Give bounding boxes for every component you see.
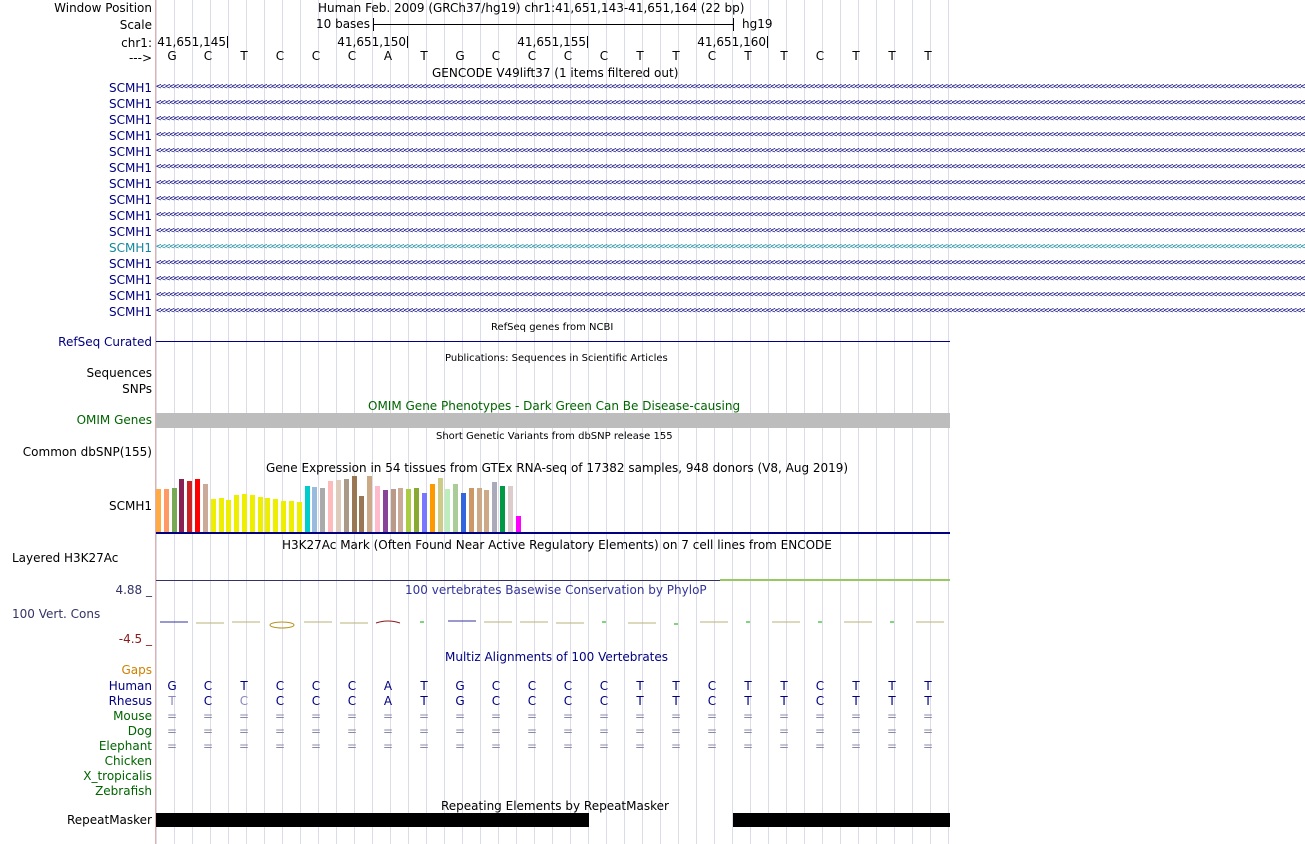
browser-track-image[interactable] bbox=[156, 0, 1305, 844]
aligned-base: T bbox=[636, 694, 644, 708]
gencode-row-label[interactable]: SCMH1 bbox=[108, 305, 152, 319]
gtex-tissue-bar[interactable] bbox=[226, 500, 231, 532]
aligned-base: T bbox=[636, 679, 644, 693]
repeat-element-1[interactable] bbox=[156, 813, 589, 827]
scale-bar-left-cap bbox=[373, 18, 374, 31]
aligned-base: = bbox=[418, 709, 430, 723]
aligned-base: = bbox=[562, 739, 574, 753]
aligned-base: = bbox=[274, 709, 286, 723]
aligned-base: C bbox=[203, 694, 213, 708]
aligned-base: T bbox=[420, 694, 428, 708]
aligned-base: A bbox=[383, 694, 393, 708]
scale-bar-right-cap bbox=[733, 18, 734, 31]
aligned-base: T bbox=[780, 694, 788, 708]
aligned-base: A bbox=[383, 679, 393, 693]
aligned-base: T bbox=[672, 694, 680, 708]
gencode-row-label[interactable]: SCMH1 bbox=[108, 97, 152, 111]
ruler-tick-mark bbox=[227, 36, 228, 48]
aligned-base: = bbox=[526, 739, 538, 753]
aligned-base: T bbox=[888, 694, 896, 708]
gencode-row-label[interactable]: SCMH1 bbox=[108, 289, 152, 303]
aligned-base: = bbox=[814, 709, 826, 723]
aligned-base: C bbox=[347, 694, 357, 708]
strand-label: ---> bbox=[128, 51, 152, 65]
aligned-base: = bbox=[490, 739, 502, 753]
aligned-base: = bbox=[418, 739, 430, 753]
aligned-base: = bbox=[274, 724, 286, 738]
gencode-row-label[interactable]: SCMH1 bbox=[108, 113, 152, 127]
aligned-base: C bbox=[707, 694, 717, 708]
gtex-tissue-bar[interactable] bbox=[320, 488, 325, 532]
h3k27ac-signal-left bbox=[156, 580, 720, 581]
gencode-transcript[interactable]: <<<<<<<<<<<<<<<<<<<<<<<<<<<<<<<<<<<<<<<<<<<<<<<<<<<<<<<<<<<<<<<<<<<<<<<<<<<<<<<<<<<<<<<<<<<<<<<<<<<<<<<<<<<<<<<<<<<<<<<<<<<<<<<<<<<<<<<<<<<<<<<<<<<<<<<<<<<<<<<<<<<<<<<<<<<<<<<<<<<<<<<<<<<<<<<<<<<<<<<<<<<<<<<<<<<<<<<<<<<<<<<<<<<<<<<<<<<<<<<<<<<<<<<<<<<<<<<<<<<< bbox=[156, 226, 1305, 236]
omim-title: OMIM Gene Phenotypes - Dark Green Can Be Disease-causing bbox=[368, 399, 741, 413]
gencode-row-label[interactable]: SCMH1 bbox=[108, 209, 152, 223]
reference-base: A bbox=[383, 49, 393, 63]
aligned-base: C bbox=[311, 694, 321, 708]
aligned-base: G bbox=[455, 679, 465, 693]
aligned-base: C bbox=[275, 694, 285, 708]
species-label[interactable]: X_tropicalis bbox=[83, 769, 152, 783]
refseq-feature-line[interactable] bbox=[156, 341, 950, 342]
reference-base: C bbox=[347, 49, 357, 63]
gencode-transcript[interactable]: <<<<<<<<<<<<<<<<<<<<<<<<<<<<<<<<<<<<<<<<<<<<<<<<<<<<<<<<<<<<<<<<<<<<<<<<<<<<<<<<<<<<<<<<<<<<<<<<<<<<<<<<<<<<<<<<<<<<<<<<<<<<<<<<<<<<<<<<<<<<<<<<<<<<<<<<<<<<<<<<<<<<<<<<<<<<<<<<<<<<<<<<<<<<<<<<<<<<<<<<<<<<<<<<<<<<<<<<<<<<<<<<<<<<<<<<<<<<<<<<<<<<<<<<<<<<<<<<<<<< bbox=[156, 306, 1305, 316]
aligned-base: = bbox=[850, 724, 862, 738]
sequences-label[interactable]: Sequences bbox=[86, 366, 152, 380]
omim-feature-bar[interactable] bbox=[156, 413, 950, 428]
aligned-base: = bbox=[526, 724, 538, 738]
aligned-base: = bbox=[634, 739, 646, 753]
ruler-tick-mark bbox=[407, 36, 408, 48]
dbsnp-title: Short Genetic Variants from dbSNP release 155 bbox=[436, 431, 673, 442]
aligned-base: T bbox=[168, 694, 176, 708]
cons-max-label: 4.88 _ bbox=[115, 583, 152, 597]
aligned-base: T bbox=[744, 694, 752, 708]
gtex-tissue-bar[interactable] bbox=[250, 495, 255, 532]
aligned-base: C bbox=[599, 679, 609, 693]
aligned-base: C bbox=[491, 679, 501, 693]
gtex-tissue-bar[interactable] bbox=[352, 476, 357, 532]
gtex-tissue-bar[interactable] bbox=[398, 488, 403, 532]
aligned-base: = bbox=[346, 739, 358, 753]
scale-text: 10 bases bbox=[316, 17, 370, 31]
gtex-tissue-bar[interactable] bbox=[195, 479, 200, 532]
reference-base: T bbox=[420, 49, 428, 63]
gencode-row-label[interactable]: SCMH1 bbox=[108, 161, 152, 175]
reference-base: T bbox=[744, 49, 752, 63]
gtex-baseline bbox=[156, 532, 950, 534]
aligned-base: = bbox=[562, 709, 574, 723]
aligned-base: = bbox=[490, 724, 502, 738]
aligned-base: = bbox=[778, 709, 790, 723]
aligned-base: = bbox=[850, 709, 862, 723]
aligned-base: = bbox=[886, 709, 898, 723]
position-header: Human Feb. 2009 (GRCh37/hg19) chr1:41,651,143-41,651,164 (22 bp) bbox=[318, 1, 745, 15]
aligned-base: = bbox=[562, 724, 574, 738]
gencode-transcript[interactable]: <<<<<<<<<<<<<<<<<<<<<<<<<<<<<<<<<<<<<<<<<<<<<<<<<<<<<<<<<<<<<<<<<<<<<<<<<<<<<<<<<<<<<<<<<<<<<<<<<<<<<<<<<<<<<<<<<<<<<<<<<<<<<<<<<<<<<<<<<<<<<<<<<<<<<<<<<<<<<<<<<<<<<<<<<<<<<<<<<<<<<<<<<<<<<<<<<<<<<<<<<<<<<<<<<<<<<<<<<<<<<<<<<<<<<<<<<<<<<<<<<<<<<<<<<<<<<<<<<<<< bbox=[156, 162, 1305, 172]
gencode-transcript[interactable]: <<<<<<<<<<<<<<<<<<<<<<<<<<<<<<<<<<<<<<<<<<<<<<<<<<<<<<<<<<<<<<<<<<<<<<<<<<<<<<<<<<<<<<<<<<<<<<<<<<<<<<<<<<<<<<<<<<<<<<<<<<<<<<<<<<<<<<<<<<<<<<<<<<<<<<<<<<<<<<<<<<<<<<<<<<<<<<<<<<<<<<<<<<<<<<<<<<<<<<<<<<<<<<<<<<<<<<<<<<<<<<<<<<<<<<<<<<<<<<<<<<<<<<<<<<<<<<<<<<<< bbox=[156, 130, 1305, 140]
scale-label: Scale bbox=[119, 18, 152, 32]
aligned-base: = bbox=[166, 709, 178, 723]
aligned-base: T bbox=[420, 679, 428, 693]
track-labels-column bbox=[0, 0, 155, 844]
aligned-base: = bbox=[454, 724, 466, 738]
aligned-base: = bbox=[598, 739, 610, 753]
reference-base: T bbox=[672, 49, 680, 63]
ruler-tick-label: 41,651,145 bbox=[157, 35, 226, 49]
species-label[interactable]: Chicken bbox=[104, 754, 152, 768]
gtex-tissue-bar[interactable] bbox=[265, 498, 270, 532]
gtex-tissue-bar[interactable] bbox=[508, 486, 513, 532]
gencode-transcript[interactable]: <<<<<<<<<<<<<<<<<<<<<<<<<<<<<<<<<<<<<<<<<<<<<<<<<<<<<<<<<<<<<<<<<<<<<<<<<<<<<<<<<<<<<<<<<<<<<<<<<<<<<<<<<<<<<<<<<<<<<<<<<<<<<<<<<<<<<<<<<<<<<<<<<<<<<<<<<<<<<<<<<<<<<<<<<<<<<<<<<<<<<<<<<<<<<<<<<<<<<<<<<<<<<<<<<<<<<<<<<<<<<<<<<<<<<<<<<<<<<<<<<<<<<<<<<<<<<<<<<<<< bbox=[156, 210, 1305, 220]
aligned-base: = bbox=[670, 709, 682, 723]
repeat-element-2[interactable] bbox=[733, 813, 950, 827]
gtex-tissue-bar[interactable] bbox=[164, 489, 169, 532]
gtex-label[interactable]: SCMH1 bbox=[108, 499, 152, 513]
aligned-base: = bbox=[382, 709, 394, 723]
aligned-base: C bbox=[563, 679, 573, 693]
refseq-label[interactable]: RefSeq Curated bbox=[58, 335, 152, 349]
aligned-base: T bbox=[672, 679, 680, 693]
gtex-tissue-bar[interactable] bbox=[367, 476, 372, 532]
aligned-base: C bbox=[491, 694, 501, 708]
aligned-base: = bbox=[526, 709, 538, 723]
aligned-base: = bbox=[670, 724, 682, 738]
gencode-row-label[interactable]: SCMH1 bbox=[108, 81, 152, 95]
aligned-base: = bbox=[166, 724, 178, 738]
aligned-base: T bbox=[744, 679, 752, 693]
repeatmasker-title: Repeating Elements by RepeatMasker bbox=[441, 799, 669, 813]
reference-base: T bbox=[636, 49, 644, 63]
aligned-base: = bbox=[598, 709, 610, 723]
gtex-tissue-bar[interactable] bbox=[203, 484, 208, 532]
aligned-base: C bbox=[563, 694, 573, 708]
gtex-tissue-bar[interactable] bbox=[219, 498, 224, 532]
aligned-base: = bbox=[850, 739, 862, 753]
aligned-base: G bbox=[167, 679, 177, 693]
gtex-tissue-bar[interactable] bbox=[406, 489, 411, 532]
h3k27ac-label[interactable]: Layered H3K27Ac bbox=[12, 551, 119, 565]
gaps-label[interactable]: Gaps bbox=[121, 663, 152, 677]
species-label[interactable]: Zebrafish bbox=[95, 784, 152, 798]
aligned-base: C bbox=[347, 679, 357, 693]
gtex-tissue-bar[interactable] bbox=[273, 499, 278, 532]
assembly-label: hg19 bbox=[742, 17, 773, 31]
gtex-tissue-bar[interactable] bbox=[438, 478, 443, 532]
gtex-tissue-bar[interactable] bbox=[297, 502, 302, 532]
gtex-tissue-bar[interactable] bbox=[289, 501, 294, 532]
aligned-base: C bbox=[203, 679, 213, 693]
gencode-transcript[interactable]: <<<<<<<<<<<<<<<<<<<<<<<<<<<<<<<<<<<<<<<<<<<<<<<<<<<<<<<<<<<<<<<<<<<<<<<<<<<<<<<<<<<<<<<<<<<<<<<<<<<<<<<<<<<<<<<<<<<<<<<<<<<<<<<<<<<<<<<<<<<<<<<<<<<<<<<<<<<<<<<<<<<<<<<<<<<<<<<<<<<<<<<<<<<<<<<<<<<<<<<<<<<<<<<<<<<<<<<<<<<<<<<<<<<<<<<<<<<<<<<<<<<<<<<<<<<<<<<<<<<< bbox=[156, 290, 1305, 300]
reference-base: T bbox=[924, 49, 932, 63]
repeatmasker-label[interactable]: RepeatMasker bbox=[66, 813, 152, 827]
aligned-base: = bbox=[706, 709, 718, 723]
gtex-tissue-bar[interactable] bbox=[461, 493, 466, 532]
gtex-tissue-bar[interactable] bbox=[375, 486, 380, 532]
gencode-transcript[interactable]: <<<<<<<<<<<<<<<<<<<<<<<<<<<<<<<<<<<<<<<<<<<<<<<<<<<<<<<<<<<<<<<<<<<<<<<<<<<<<<<<<<<<<<<<<<<<<<<<<<<<<<<<<<<<<<<<<<<<<<<<<<<<<<<<<<<<<<<<<<<<<<<<<<<<<<<<<<<<<<<<<<<<<<<<<<<<<<<<<<<<<<<<<<<<<<<<<<<<<<<<<<<<<<<<<<<<<<<<<<<<<<<<<<<<<<<<<<<<<<<<<<<<<<<<<<<<<<<<<<<< bbox=[156, 194, 1305, 204]
ruler-tick-mark bbox=[587, 36, 588, 48]
aligned-base: = bbox=[922, 739, 934, 753]
cons-label[interactable]: 100 Vert. Cons bbox=[12, 607, 101, 621]
aligned-base: = bbox=[346, 709, 358, 723]
aligned-base: C bbox=[239, 694, 249, 708]
reference-base: C bbox=[203, 49, 213, 63]
species-label[interactable]: Human bbox=[108, 679, 152, 693]
ruler-tick-label: 41,651,155 bbox=[517, 35, 586, 49]
gencode-row-label[interactable]: SCMH1 bbox=[108, 177, 152, 191]
aligned-base: C bbox=[527, 694, 537, 708]
aligned-base: = bbox=[166, 739, 178, 753]
gtex-tissue-bar[interactable] bbox=[305, 486, 310, 532]
aligned-base: = bbox=[742, 709, 754, 723]
gtex-tissue-bar[interactable] bbox=[312, 487, 317, 532]
aligned-base: = bbox=[310, 709, 322, 723]
gtex-tissue-bar[interactable] bbox=[430, 484, 435, 532]
reference-base: G bbox=[167, 49, 177, 63]
publications-title: Publications: Sequences in Scientific Articles bbox=[445, 353, 668, 364]
aligned-base: T bbox=[780, 679, 788, 693]
aligned-base: = bbox=[814, 739, 826, 753]
gencode-title: GENCODE V49lift37 (1 items filtered out) bbox=[432, 66, 679, 80]
aligned-base: = bbox=[382, 739, 394, 753]
aligned-base: C bbox=[815, 679, 825, 693]
aligned-base: C bbox=[527, 679, 537, 693]
aligned-base: = bbox=[598, 724, 610, 738]
aligned-base: = bbox=[742, 739, 754, 753]
gencode-row-label[interactable]: SCMH1 bbox=[108, 129, 152, 143]
aligned-base: = bbox=[454, 709, 466, 723]
reference-base: C bbox=[599, 49, 609, 63]
aligned-base: = bbox=[886, 739, 898, 753]
gtex-tissue-bar[interactable] bbox=[492, 482, 497, 532]
aligned-base: C bbox=[311, 679, 321, 693]
aligned-base: = bbox=[382, 724, 394, 738]
ruler-tick-label: 41,651,160 bbox=[697, 35, 766, 49]
aligned-base: = bbox=[814, 724, 826, 738]
aligned-base: = bbox=[922, 724, 934, 738]
gencode-row-label[interactable]: SCMH1 bbox=[108, 273, 152, 287]
aligned-base: = bbox=[202, 709, 214, 723]
reference-base: T bbox=[240, 49, 248, 63]
reference-base: C bbox=[275, 49, 285, 63]
dbsnp-label[interactable]: Common dbSNP(155) bbox=[22, 445, 152, 459]
reference-base: T bbox=[888, 49, 896, 63]
h3k27ac-title: H3K27Ac Mark (Often Found Near Active Regulatory Elements) on 7 cell lines from ENCODE bbox=[282, 538, 832, 552]
gtex-tissue-bar[interactable] bbox=[156, 489, 161, 532]
gencode-transcript[interactable]: <<<<<<<<<<<<<<<<<<<<<<<<<<<<<<<<<<<<<<<<<<<<<<<<<<<<<<<<<<<<<<<<<<<<<<<<<<<<<<<<<<<<<<<<<<<<<<<<<<<<<<<<<<<<<<<<<<<<<<<<<<<<<<<<<<<<<<<<<<<<<<<<<<<<<<<<<<<<<<<<<<<<<<<<<<<<<<<<<<<<<<<<<<<<<<<<<<<<<<<<<<<<<<<<<<<<<<<<<<<<<<<<<<<<<<<<<<<<<<<<<<<<<<<<<<<<<<<<<<<< bbox=[156, 146, 1305, 156]
cons-min-label: -4.5 _ bbox=[118, 632, 152, 646]
aligned-base: = bbox=[310, 739, 322, 753]
gencode-row-label[interactable]: SCMH1 bbox=[108, 193, 152, 207]
gtex-tissue-bar[interactable] bbox=[477, 488, 482, 532]
aligned-base: = bbox=[490, 709, 502, 723]
aligned-base: = bbox=[418, 724, 430, 738]
gencode-row-label[interactable]: SCMH1 bbox=[108, 241, 152, 255]
species-label[interactable]: Elephant bbox=[98, 739, 152, 753]
aligned-base: = bbox=[202, 724, 214, 738]
gencode-transcript[interactable]: <<<<<<<<<<<<<<<<<<<<<<<<<<<<<<<<<<<<<<<<<<<<<<<<<<<<<<<<<<<<<<<<<<<<<<<<<<<<<<<<<<<<<<<<<<<<<<<<<<<<<<<<<<<<<<<<<<<<<<<<<<<<<<<<<<<<<<<<<<<<<<<<<<<<<<<<<<<<<<<<<<<<<<<<<<<<<<<<<<<<<<<<<<<<<<<<<<<<<<<<<<<<<<<<<<<<<<<<<<<<<<<<<<<<<<<<<<<<<<<<<<<<<<<<<<<<<<<<<<<< bbox=[156, 114, 1305, 124]
reference-base: C bbox=[491, 49, 501, 63]
aligned-base: = bbox=[634, 724, 646, 738]
reference-base: C bbox=[311, 49, 321, 63]
aligned-base: = bbox=[706, 724, 718, 738]
aligned-base: = bbox=[634, 709, 646, 723]
omim-label[interactable]: OMIM Genes bbox=[76, 413, 152, 427]
aligned-base: T bbox=[924, 694, 932, 708]
ruler-tick-label: 41,651,150 bbox=[337, 35, 406, 49]
gtex-tissue-bar[interactable] bbox=[422, 493, 427, 532]
chrom-label: chr1: bbox=[121, 36, 152, 50]
aligned-base: = bbox=[238, 709, 250, 723]
gtex-title: Gene Expression in 54 tissues from GTEx RNA-seq of 17382 samples, 948 donors (V8, Aug 2019) bbox=[266, 461, 849, 475]
species-label[interactable]: Mouse bbox=[113, 709, 152, 723]
window-position-label: Window Position bbox=[54, 1, 152, 15]
gtex-tissue-bar[interactable] bbox=[179, 479, 184, 532]
aligned-base: = bbox=[346, 724, 358, 738]
aligned-base: = bbox=[778, 724, 790, 738]
gtex-tissue-bar[interactable] bbox=[500, 486, 505, 532]
gtex-tissue-bar[interactable] bbox=[484, 490, 489, 532]
cons-title: 100 vertebrates Basewise Conservation by PhyloP bbox=[405, 583, 707, 597]
reference-base: C bbox=[563, 49, 573, 63]
aligned-base: T bbox=[888, 679, 896, 693]
multiz-title: Multiz Alignments of 100 Vertebrates bbox=[445, 650, 669, 664]
gencode-transcript[interactable]: <<<<<<<<<<<<<<<<<<<<<<<<<<<<<<<<<<<<<<<<<<<<<<<<<<<<<<<<<<<<<<<<<<<<<<<<<<<<<<<<<<<<<<<<<<<<<<<<<<<<<<<<<<<<<<<<<<<<<<<<<<<<<<<<<<<<<<<<<<<<<<<<<<<<<<<<<<<<<<<<<<<<<<<<<<<<<<<<<<<<<<<<<<<<<<<<<<<<<<<<<<<<<<<<<<<<<<<<<<<<<<<<<<<<<<<<<<<<<<<<<<<<<<<<<<<<<<<<<<<< bbox=[156, 274, 1305, 284]
refseq-title: RefSeq genes from NCBI bbox=[491, 322, 614, 333]
gtex-tissue-bar[interactable] bbox=[344, 479, 349, 532]
ruler-tick-mark bbox=[767, 36, 768, 48]
aligned-base: = bbox=[310, 724, 322, 738]
gtex-tissue-bar[interactable] bbox=[336, 480, 341, 532]
aligned-base: = bbox=[454, 739, 466, 753]
gtex-tissue-bar[interactable] bbox=[281, 501, 286, 532]
species-label[interactable]: Rhesus bbox=[108, 694, 152, 708]
gtex-tissue-bar[interactable] bbox=[242, 494, 247, 532]
aligned-base: = bbox=[274, 739, 286, 753]
aligned-base: = bbox=[670, 739, 682, 753]
phylop-wiggle bbox=[156, 612, 950, 634]
aligned-base: = bbox=[706, 739, 718, 753]
reference-base: G bbox=[455, 49, 465, 63]
aligned-base: T bbox=[852, 694, 860, 708]
gtex-tissue-bar[interactable] bbox=[172, 488, 177, 532]
aligned-base: = bbox=[238, 724, 250, 738]
aligned-base: = bbox=[778, 739, 790, 753]
gencode-row-label[interactable]: SCMH1 bbox=[108, 257, 152, 271]
h3k27ac-signal-right bbox=[720, 579, 950, 581]
aligned-base: = bbox=[922, 709, 934, 723]
gencode-transcript[interactable]: <<<<<<<<<<<<<<<<<<<<<<<<<<<<<<<<<<<<<<<<<<<<<<<<<<<<<<<<<<<<<<<<<<<<<<<<<<<<<<<<<<<<<<<<<<<<<<<<<<<<<<<<<<<<<<<<<<<<<<<<<<<<<<<<<<<<<<<<<<<<<<<<<<<<<<<<<<<<<<<<<<<<<<<<<<<<<<<<<<<<<<<<<<<<<<<<<<<<<<<<<<<<<<<<<<<<<<<<<<<<<<<<<<<<<<<<<<<<<<<<<<<<<<<<<<<<<<<<<<<< bbox=[156, 258, 1305, 268]
gtex-tissue-bar[interactable] bbox=[234, 495, 239, 532]
gtex-tissue-bar[interactable] bbox=[469, 488, 474, 532]
reference-base: C bbox=[815, 49, 825, 63]
gtex-tissue-bar[interactable] bbox=[359, 496, 364, 532]
reference-base: T bbox=[780, 49, 788, 63]
reference-base: T bbox=[852, 49, 860, 63]
gencode-transcript[interactable]: <<<<<<<<<<<<<<<<<<<<<<<<<<<<<<<<<<<<<<<<<<<<<<<<<<<<<<<<<<<<<<<<<<<<<<<<<<<<<<<<<<<<<<<<<<<<<<<<<<<<<<<<<<<<<<<<<<<<<<<<<<<<<<<<<<<<<<<<<<<<<<<<<<<<<<<<<<<<<<<<<<<<<<<<<<<<<<<<<<<<<<<<<<<<<<<<<<<<<<<<<<<<<<<<<<<<<<<<<<<<<<<<<<<<<<<<<<<<<<<<<<<<<<<<<<<<<<<<<<<< bbox=[156, 98, 1305, 108]
aligned-base: C bbox=[815, 694, 825, 708]
gtex-tissue-bar[interactable] bbox=[211, 499, 216, 532]
gtex-tissue-bar[interactable] bbox=[414, 488, 419, 532]
gtex-tissue-bar[interactable] bbox=[328, 481, 333, 532]
gtex-tissue-bar[interactable] bbox=[445, 489, 450, 532]
gtex-tissue-bar[interactable] bbox=[391, 489, 396, 532]
gencode-transcript[interactable]: <<<<<<<<<<<<<<<<<<<<<<<<<<<<<<<<<<<<<<<<<<<<<<<<<<<<<<<<<<<<<<<<<<<<<<<<<<<<<<<<<<<<<<<<<<<<<<<<<<<<<<<<<<<<<<<<<<<<<<<<<<<<<<<<<<<<<<<<<<<<<<<<<<<<<<<<<<<<<<<<<<<<<<<<<<<<<<<<<<<<<<<<<<<<<<<<<<<<<<<<<<<<<<<<<<<<<<<<<<<<<<<<<<<<<<<<<<<<<<<<<<<<<<<<<<<<<<<<<<<< bbox=[156, 82, 1305, 92]
gtex-tissue-bar[interactable] bbox=[383, 490, 388, 532]
gencode-row-label[interactable]: SCMH1 bbox=[108, 145, 152, 159]
reference-base: C bbox=[527, 49, 537, 63]
aligned-base: G bbox=[455, 694, 465, 708]
aligned-base: T bbox=[240, 679, 248, 693]
gencode-transcript[interactable]: <<<<<<<<<<<<<<<<<<<<<<<<<<<<<<<<<<<<<<<<<<<<<<<<<<<<<<<<<<<<<<<<<<<<<<<<<<<<<<<<<<<<<<<<<<<<<<<<<<<<<<<<<<<<<<<<<<<<<<<<<<<<<<<<<<<<<<<<<<<<<<<<<<<<<<<<<<<<<<<<<<<<<<<<<<<<<<<<<<<<<<<<<<<<<<<<<<<<<<<<<<<<<<<<<<<<<<<<<<<<<<<<<<<<<<<<<<<<<<<<<<<<<<<<<<<<<<<<<<<< bbox=[156, 178, 1305, 188]
gtex-tissue-bar[interactable] bbox=[516, 516, 521, 532]
gtex-tissue-bar[interactable] bbox=[453, 484, 458, 532]
aligned-base: = bbox=[238, 739, 250, 753]
aligned-base: C bbox=[707, 679, 717, 693]
gtex-tissue-bar[interactable] bbox=[258, 497, 263, 532]
species-label[interactable]: Dog bbox=[127, 724, 152, 738]
scale-bar bbox=[373, 24, 734, 25]
aligned-base: T bbox=[852, 679, 860, 693]
aligned-base: = bbox=[886, 724, 898, 738]
aligned-base: = bbox=[742, 724, 754, 738]
aligned-base: = bbox=[202, 739, 214, 753]
gtex-tissue-bar[interactable] bbox=[187, 481, 192, 532]
aligned-base: C bbox=[275, 679, 285, 693]
aligned-base: T bbox=[924, 679, 932, 693]
aligned-base: C bbox=[599, 694, 609, 708]
gencode-transcript[interactable]: <<<<<<<<<<<<<<<<<<<<<<<<<<<<<<<<<<<<<<<<<<<<<<<<<<<<<<<<<<<<<<<<<<<<<<<<<<<<<<<<<<<<<<<<<<<<<<<<<<<<<<<<<<<<<<<<<<<<<<<<<<<<<<<<<<<<<<<<<<<<<<<<<<<<<<<<<<<<<<<<<<<<<<<<<<<<<<<<<<<<<<<<<<<<<<<<<<<<<<<<<<<<<<<<<<<<<<<<<<<<<<<<<<<<<<<<<<<<<<<<<<<<<<<<<<<<<<<<<<<< bbox=[156, 242, 1305, 252]
snps-label[interactable]: SNPs bbox=[122, 382, 152, 396]
reference-base: C bbox=[707, 49, 717, 63]
gencode-row-label[interactable]: SCMH1 bbox=[108, 225, 152, 239]
